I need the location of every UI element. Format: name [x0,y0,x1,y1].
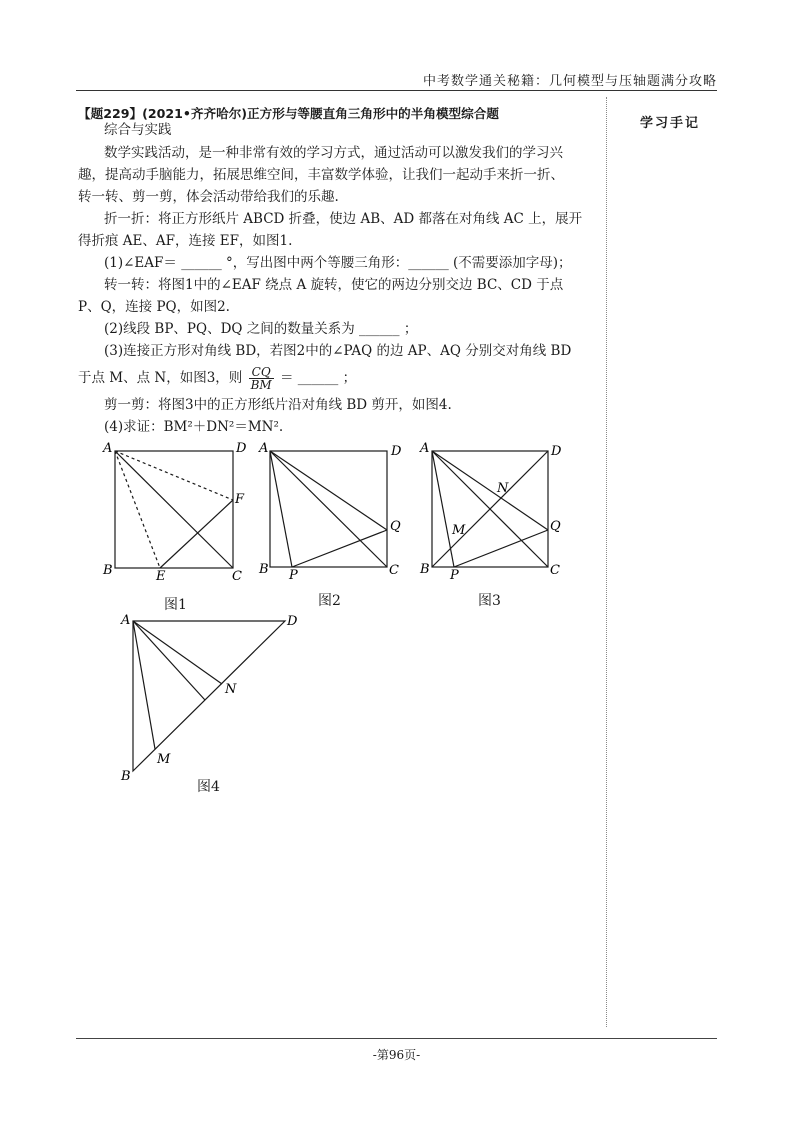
fig4-triangle-abd [133,621,285,771]
figure-3-caption: 图3 [478,593,501,609]
fig4-segment-am [133,621,155,749]
fig1-crease-af [115,451,233,500]
fig1-label-a: A [103,441,113,456]
fig3-label-c: C [550,563,560,578]
fig2-label-b: B [259,562,269,577]
fig3-label-q: Q [550,519,561,534]
fig1-label-c: C [232,569,242,584]
fig2-label-a: A [259,441,269,456]
fig3-label-n: N [497,481,509,496]
fig2-segment-aq [270,451,387,530]
fig3-label-p: P [450,568,459,583]
fig2-segment-ap [270,451,292,567]
fig1-label-e: E [156,569,166,584]
figure-4-caption: 图4 [197,779,220,795]
fig3-label-m: M [452,523,466,538]
fraction-numerator: CQ [249,366,274,379]
problem-title: 【题229】(2021•齐齐哈尔)正方形与等腰直角三角形中的半角模型综合题 [78,106,499,121]
figure-1-caption: 图1 [164,597,187,613]
fraction-denominator: BM [250,378,272,392]
fig3-segment-aq [432,451,548,530]
sidebar-title: 学习手记 [640,116,701,131]
problem-line: P、Q，连接 PQ，如图2. [78,299,230,315]
problem-line: 转一转、剪一剪，体会活动带给我们的乐趣. [78,189,339,205]
fig1-label-b: B [103,563,113,578]
fig2-diagonal-ac [270,451,387,567]
fig4-label-m: M [157,752,171,767]
fig4-label-d: D [287,614,298,629]
question-3: (3)连接正方形对角线 BD，若图2中的∠PAQ 的边 AP、AQ 分别交对角线 BD [104,343,572,359]
fig3-segment-ap [432,451,454,567]
fig4-label-n: N [225,682,237,697]
fig1-crease-ae [115,451,160,568]
fig2-label-q: Q [390,519,401,534]
fig4-segment-an [133,621,222,684]
fig2-segment-pq [292,530,387,567]
fig2-label-d: D [391,444,402,459]
figure-2-caption: 图2 [318,593,341,609]
problem-line: 综合与实践 [104,122,172,138]
fig4-label-b: B [121,769,131,784]
fig3-label-a: A [420,441,430,456]
problem-line: 数学实践活动，是一种非常有效的学习方式，通过活动可以激发我们的学习兴 [104,145,563,161]
question-2: (2)线段 BP、PQ、DQ 之间的数量关系为 ______ ； [104,321,418,337]
problem-line: 转一转：将图1中的∠EAF 绕点 A 旋转，使它的两边分别交边 BC、CD 于点 [104,277,564,293]
question-3-suffix: ＝ ______ ； [280,370,357,386]
problem-line: 得折痕 AE、AF，连接 EF，如图1. [78,233,293,249]
fig1-diagonal-ac [115,451,233,568]
footer-rule [76,1038,717,1039]
problem-line: 剪一剪：将图3中的正方形纸片沿对角线 BD 剪开，如图4. [104,397,452,413]
fig4-segment-an-2 [133,621,205,700]
fig3-segment-pq [454,530,548,567]
question-4: (4)求证：BM²＋DN²＝MN². [104,419,284,435]
problem-line: 折一折：将正方形纸片 ABCD 折叠，使边 AB、AD 都落在对角线 AC 上，展开 [104,211,583,227]
problem-line: 趣，提高动手脑能力，拓展思维空间，丰富数学体验，让我们一起动手来折一折、 [78,167,564,183]
fig1-label-f: F [235,492,245,507]
fig2-label-c: C [389,563,399,578]
page-number: -第96页- [372,1048,421,1062]
fig2-label-p: P [289,568,298,583]
fig4-label-a: A [121,613,131,628]
fig3-label-b: B [420,562,430,577]
fig1-label-d: D [236,441,247,456]
question-1: (1)∠EAF＝ ______ °，写出图中两个等腰三角形：______ (不需要添加字母)； [104,255,572,271]
running-title: 中考数学通关秘籍：几何模型与压轴题满分攻略 [422,74,717,89]
question-3-prefix: 于点 M、点 N，如图3，则 [78,370,243,386]
fig3-label-d: D [551,444,562,459]
